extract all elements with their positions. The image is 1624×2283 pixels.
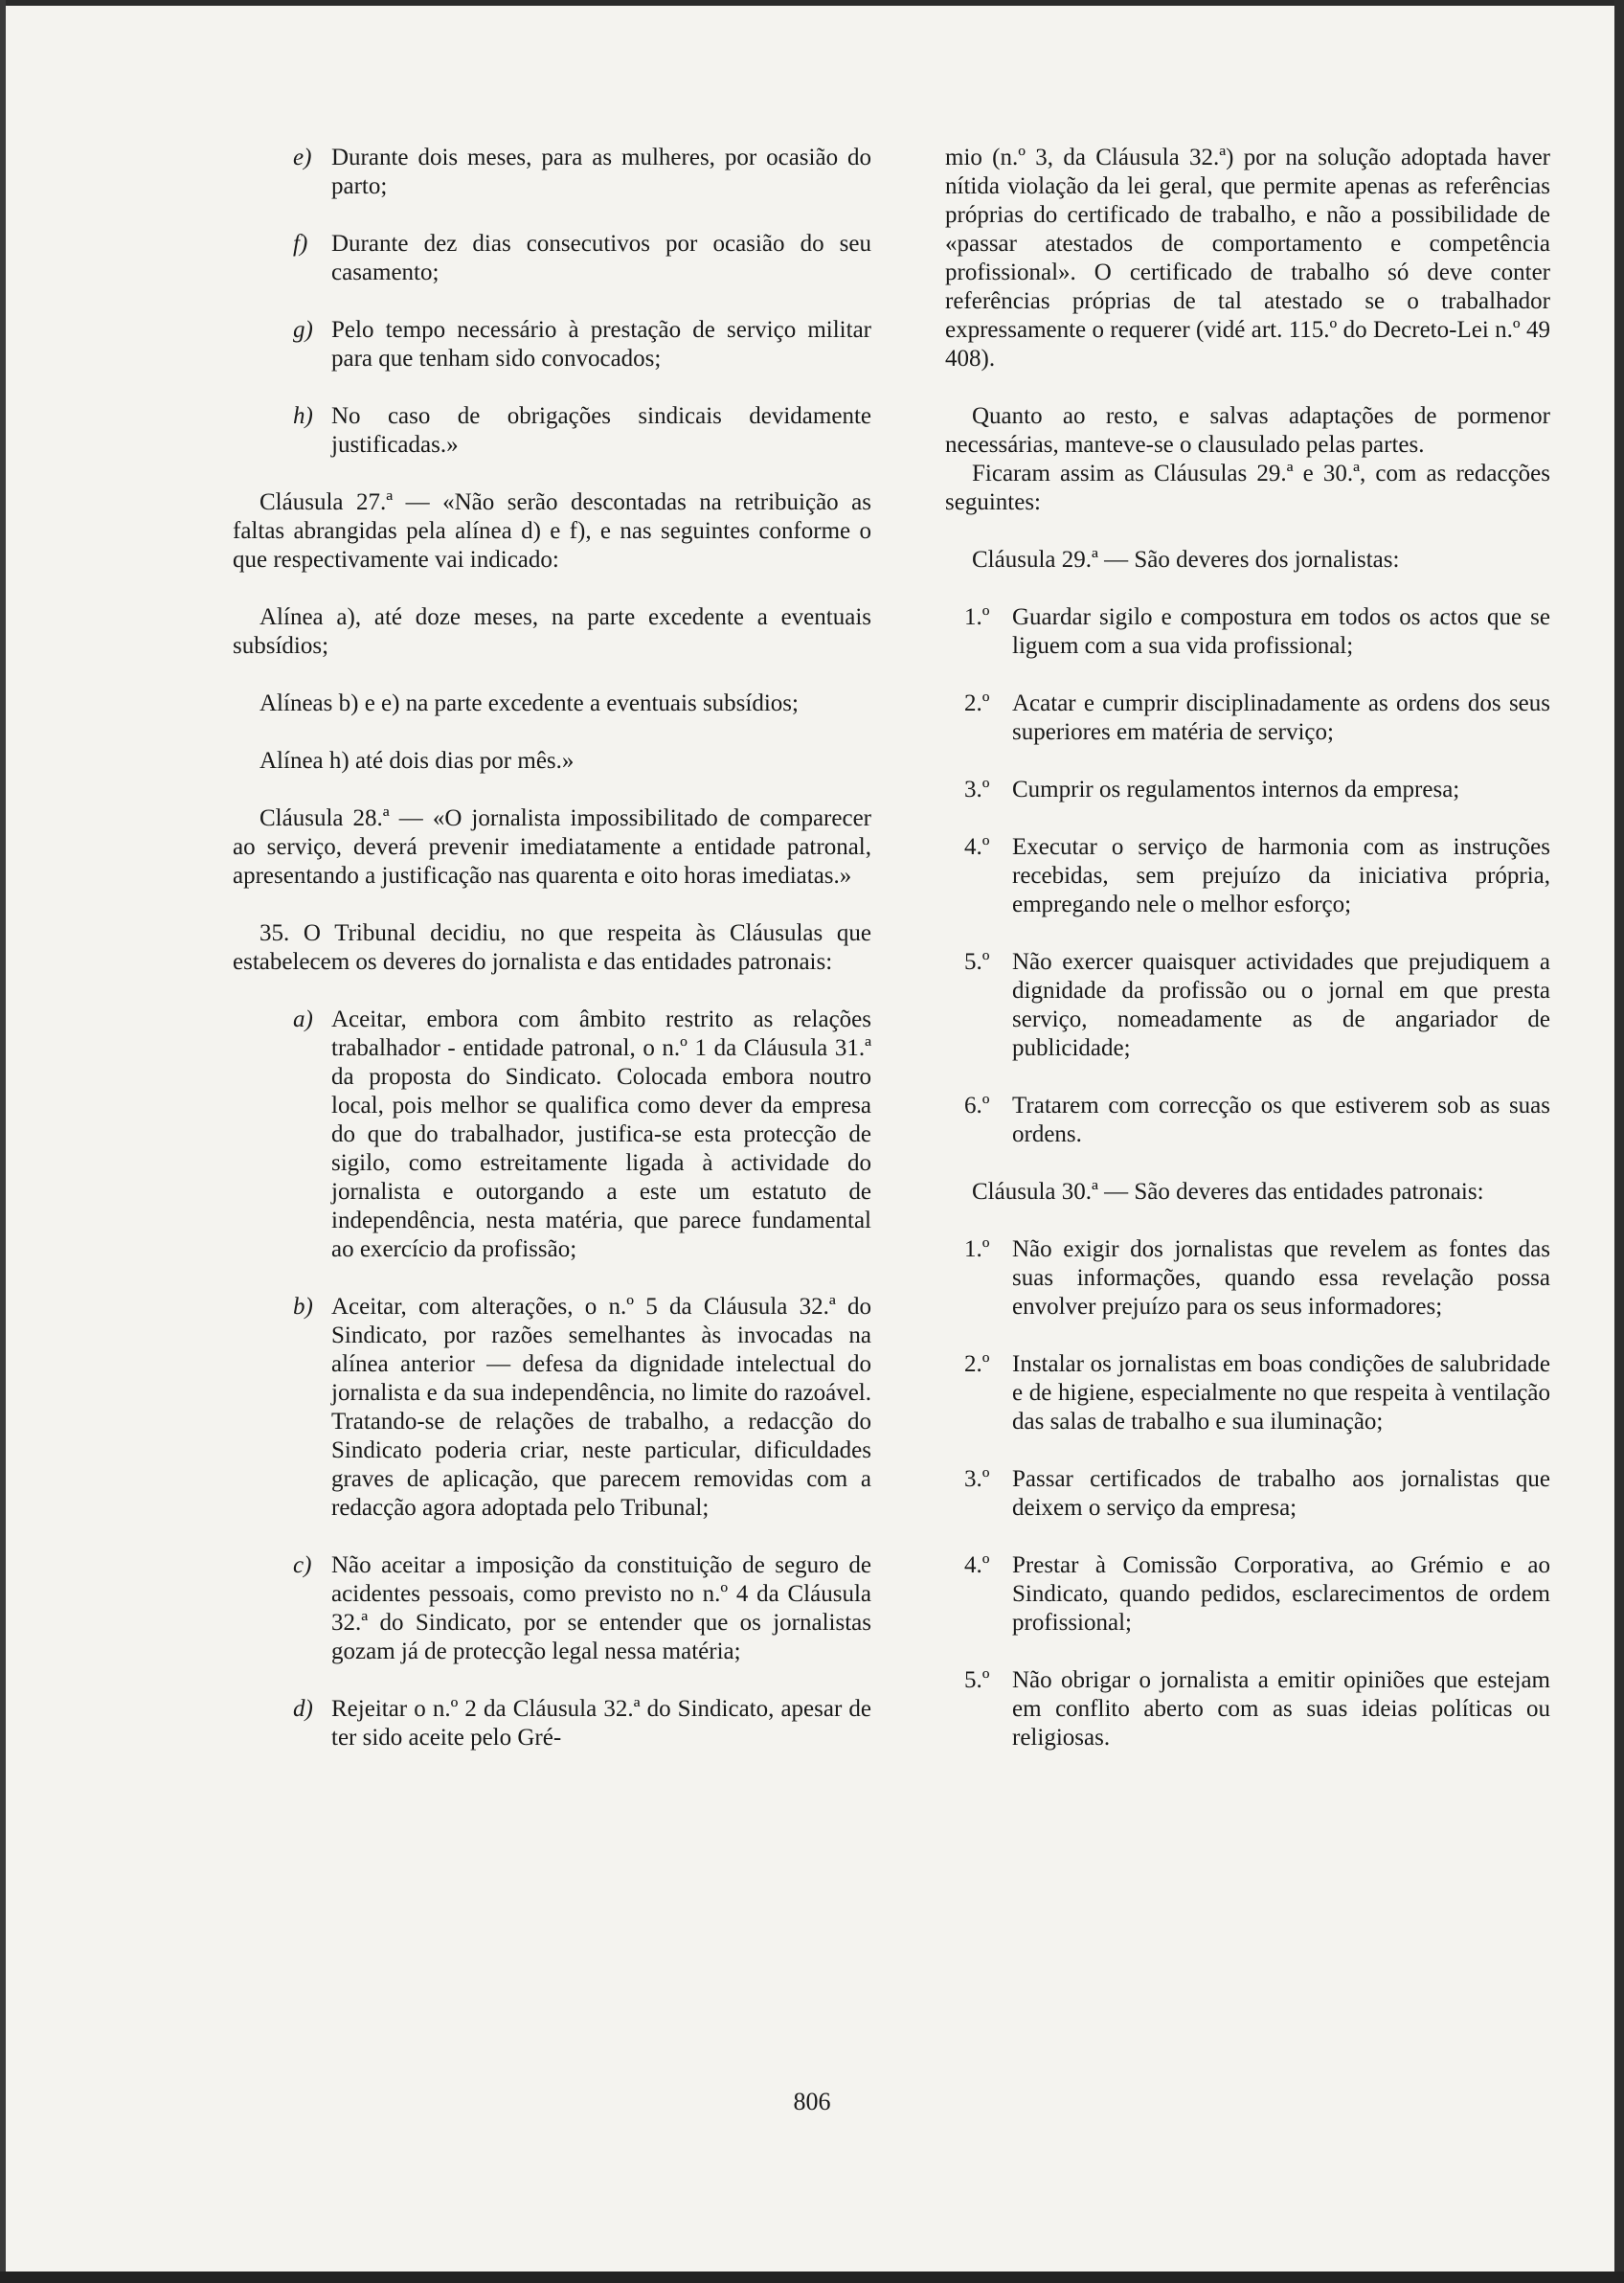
scan-edge-left [0,0,6,2283]
item-text: Instalar os jornalistas em boas condições de salubridade e de higiene, especialmente no que respeita à ventilação das salas de trabalho e sua iluminação; [1012,1351,1550,1435]
list-item [964,1551,1550,1638]
item-label: c) [293,1552,312,1578]
item-text: Aceitar, com alterações, o n.º 5 da Cláusula 32.ª do Sindicato, por razões semelhantes às invocadas na alínea anterior — defesa da dignidade intelectual do jornalista e da sua independência, no limite do razoável. Tratando-se de relações de trabalho, a redacção do Sindicato poderia criar, neste particular, dificuldades graves de aplicação, que parecem removidas com a redacção agora adoptada pelo Tribunal; [331,1294,871,1521]
item-number: 2.º [964,1351,990,1377]
list-item [293,1695,871,1752]
list-item [293,316,871,373]
list-item [293,230,871,287]
item-text: Tratarem com correcção os que estiverem sob as suas ordens. [1012,1093,1550,1147]
clausula-27: Cláusula 27.ª — «Não serão descontadas na retribuição as faltas abrangidas pela alínea d) e f), e nas seguintes conforme o que respectivamente vai indicado: [233,489,871,573]
list-item [964,1350,1550,1436]
clausula-30-title: Cláusula 30.ª — São deveres das entidades patronais: [972,1179,1484,1205]
ficaram-paragraph: Ficaram assim as Cláusulas 29.ª e 30.ª, com as redacções seguintes: [945,461,1550,515]
page-number: 806 [793,2088,831,2115]
item-text: No caso de obrigações sindicais devidamente justificadas.» [331,403,871,458]
list-item [964,776,1550,804]
item-text: Durante dois meses, para as mulheres, por ocasião do parto; [331,145,871,199]
item-label: b) [293,1294,313,1320]
item-number: 6.º [964,1093,990,1119]
alinea-a: Alínea a), até doze meses, na parte excedente a eventuais subsídios; [233,604,871,659]
list-item [964,1666,1550,1752]
list-item [293,1006,871,1264]
item-label: d) [293,1696,313,1722]
item-number: 3.º [964,777,990,802]
item-text: Durante dez dias consecutivos por ocasião do seu casamento; [331,231,871,285]
item-label: a) [293,1006,313,1032]
clausula-28: Cláusula 28.ª — «O jornalista impossibilitado de comparecer ao serviço, deverá prevenir imediatamente a entidade patronal, apresentando a justificação nas quarenta e oito horas imediatas.» [233,805,871,889]
alineas-b-e: Alíneas b) e e) na parte excedente a eventuais subsídios; [259,690,799,716]
item-text: Pelo tempo necessário à prestação de serviço militar para que tenham sido convocados; [331,317,871,372]
scan-edge-top [0,0,1624,6]
item-text: Passar certificados de trabalho aos jornalistas que deixem o serviço da empresa; [1012,1466,1550,1521]
item-text: Não aceitar a imposição da constituição de seguro de acidentes pessoais, como previsto no n.º 4 da Cláusula 32.ª do Sindicato, por se entender que os jornalistas gozam já de protecção legal nessa matéria; [331,1552,871,1664]
left-column [233,144,871,1781]
item-text: Acatar e cumprir disciplinadamente as ordens dos seus superiores em matéria de serviço; [1012,690,1550,745]
item-text: Guardar sigilo e compostura em todos os actos que se liguem com a sua vida profissional; [1012,604,1550,659]
list-item [964,948,1550,1063]
list-item [964,689,1550,747]
item-text: Cumprir os regulamentos internos da empresa; [1012,777,1460,802]
item-text: Prestar à Comissão Corporativa, ao Grémio e ao Sindicato, quando pedidos, esclarecimentos de ordem profissional; [1012,1552,1550,1636]
item-number: 5.º [964,949,990,975]
list-item [964,1235,1550,1322]
list-item [293,1293,871,1523]
item-number: 4.º [964,834,990,860]
item-label: e) [293,145,312,170]
item-number: 4.º [964,1552,990,1578]
item-number: 3.º [964,1466,990,1492]
item-number: 5.º [964,1667,990,1693]
scan-edge-right [1614,0,1624,2283]
item-number: 2.º [964,690,990,716]
list-item [293,144,871,201]
clausula-29-title: Cláusula 29.ª — São deveres dos jornalistas: [972,547,1400,573]
item-text: Rejeitar o n.º 2 da Cláusula 32.ª do Sindicato, apesar de ter sido aceite pelo Gré- [331,1696,871,1751]
list-item [964,833,1550,919]
item-number: 1.º [964,1236,990,1262]
item-number: 1.º [964,604,990,630]
list-item [293,402,871,460]
alinea-h: Alínea h) até dois dias por mês.» [259,748,575,774]
right-column [945,144,1550,1781]
item-label: f) [293,231,308,257]
item-label: g) [293,317,313,343]
list-item [964,1092,1550,1149]
item-text: Não exigir dos jornalistas que revelem as fontes das suas informações, quando essa revelação possa envolver prejuízo para os seus informadores; [1012,1236,1550,1320]
item-text: Não exercer quaisquer actividades que prejudiquem a dignidade da profissão ou o jornal em que presta serviço, nomeadamente as de angariador de publicidade; [1012,949,1550,1061]
continuation-text: mio (n.º 3, da Cláusula 32.ª) por na solução adoptada haver nítida violação da lei geral, que permite apenas as referências próprias do certificado de trabalho, e não a possibilidade de «passar atestados de comportamento e competência profissional». O certificado de trabalho só deve conter referências próprias de tal atestado se o trabalhador expressamente o requerer (vidé art. 115.º do Decreto-Lei n.º 49 408). [945,145,1550,372]
item-text: Não obrigar o jornalista a emitir opiniões que estejam em conflito aberto com as suas ideias políticas ou religiosas. [1012,1667,1550,1751]
item-text: Executar o serviço de harmonia com as instruções recebidas, sem prejuízo da iniciativa própria, empregando nele o melhor esforço; [1012,834,1550,917]
list-item [964,603,1550,661]
scan-edge-bottom [0,2272,1624,2283]
list-item [964,1465,1550,1523]
list-item [293,1551,871,1666]
item-text: Aceitar, embora com âmbito restrito as relações trabalhador - entidade patronal, o n.º 1 da Cláusula 31.ª da proposta do Sindicato. Colocada embora noutro local, pois melhor se qualifica como dever da empresa do que do trabalhador, justifica-se esta protecção de sigilo, como estreitamente ligada à actividade do jornalista e outorgando a este um estatuto de independência, nesta matéria, que parece fundamental ao exercício da profissão; [331,1006,871,1262]
resto-paragraph: Quanto ao resto, e salvas adaptações de pormenor necessárias, manteve-se o clausulado pelas partes. [945,403,1550,458]
section-35: 35. O Tribunal decidiu, no que respeita às Cláusulas que estabelecem os deveres do jornalista e das entidades patronais: [233,920,871,975]
item-label: h) [293,403,313,429]
